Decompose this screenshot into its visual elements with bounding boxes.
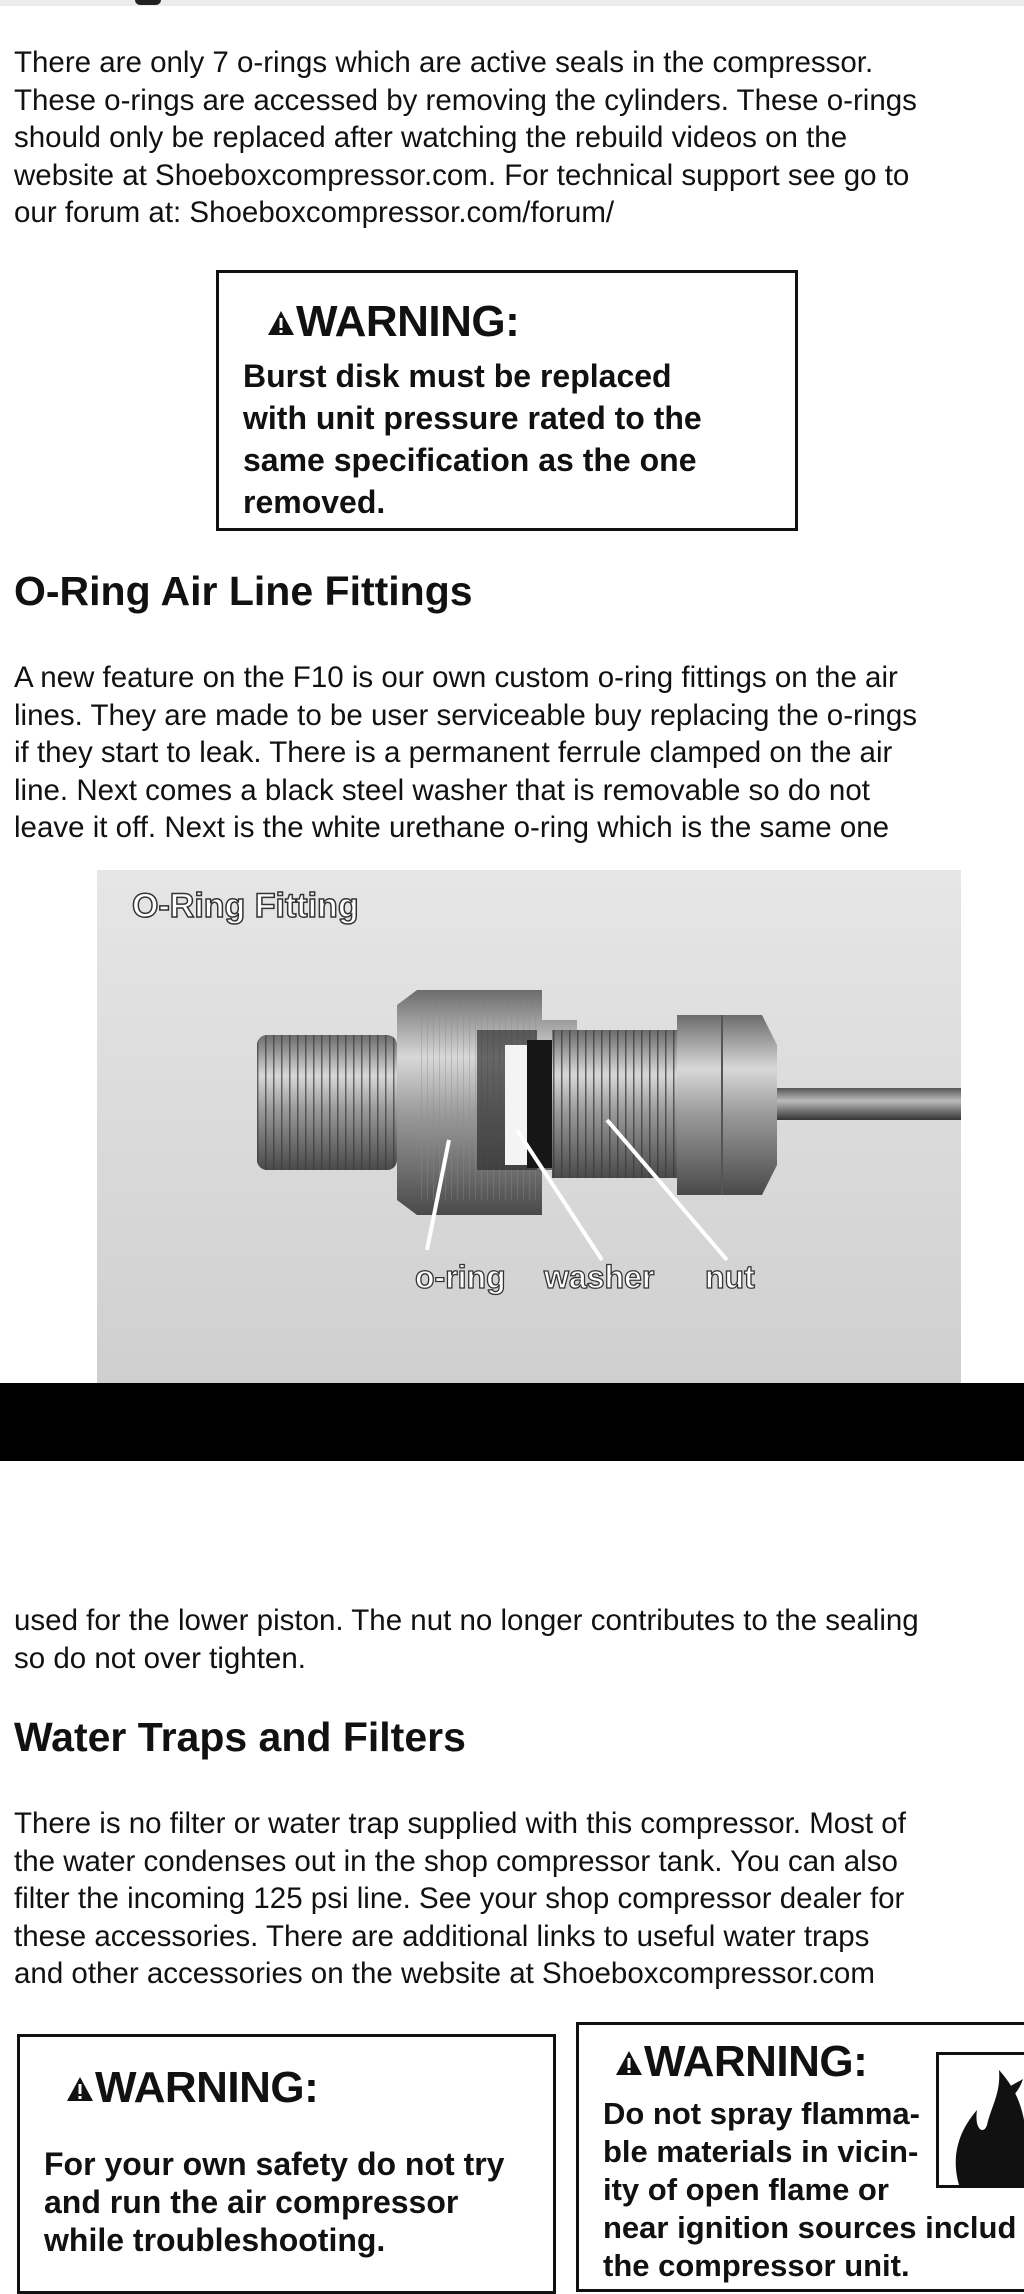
warning-text: For your own safety do not try and run the air compressor while troubleshooting. <box>44 2146 505 2258</box>
label-nut: nut <box>705 1259 755 1295</box>
warning-triangle-icon <box>267 310 295 336</box>
oring-paragraph: A new feature on the F10 is our own custom o-ring fittings on the air lines. They are made to be user serviceable buy replacing the o-rings if they start to leak. There is a permanent ferrule clamped on the air line. Next comes a black steel washer that is removable so do not leave it off. Next is the white urethane o-ring which is the same one <box>14 661 917 845</box>
label-oring: o-ring <box>415 1259 506 1295</box>
intro-paragraph: There are only 7 o-rings which are active seals in the compressor. These o-rings are accessed by removing the cylinders. These o-rings should only be replaced after watching the rebuild videos on the website at Shoeboxcompressor.com. For technical support see go to our forum at: Shoeboxcompressor.com/forum/ <box>14 46 917 230</box>
continued-paragraph: used for the lower piston. The nut no longer contributes to the sealing so do not over tighten. <box>14 1604 919 1675</box>
nut-part <box>677 1015 777 1195</box>
warning-title: WARNING: <box>267 297 519 347</box>
water-traps-paragraph: There is no filter or water trap supplied with this compressor. Most of the water condenses out in the shop compressor tank. You can also filter the incoming 125 psi line. See your shop compressor dealer for these accessories. There are additional links to useful water traps and other accessories on the website at Shoeboxcompressor.com <box>14 1807 906 1991</box>
warning-triangle-icon <box>615 2050 643 2076</box>
section-heading-water-traps: Water Traps and Filters <box>14 1714 466 1760</box>
warning-title: WARNING: <box>615 2037 867 2087</box>
section-heading-oring: O-Ring Air Line Fittings <box>14 568 473 614</box>
oring-fitting-photo <box>97 870 961 1383</box>
warning-text: Burst disk must be replaced with unit pressure rated to the same specification as the one removed. <box>243 358 702 520</box>
warning-box-troubleshooting <box>17 2034 556 2294</box>
warning-box-burst-disk <box>216 270 798 531</box>
black-band <box>0 1383 1024 1461</box>
warning-title: WARNING: <box>66 2063 318 2113</box>
flame-hazard-icon <box>936 2052 1024 2188</box>
warning-triangle-icon <box>66 2076 94 2102</box>
warning-text: Do not spray flamma- ble materials in vicin- ity of open flame or near ignition sources includ the compressor unit. <box>603 2096 1017 2283</box>
label-washer: washer <box>544 1259 655 1295</box>
oring-part <box>505 1045 527 1165</box>
figure-title: O-Ring Fitting <box>132 887 359 925</box>
page-top-edge <box>0 0 1024 6</box>
